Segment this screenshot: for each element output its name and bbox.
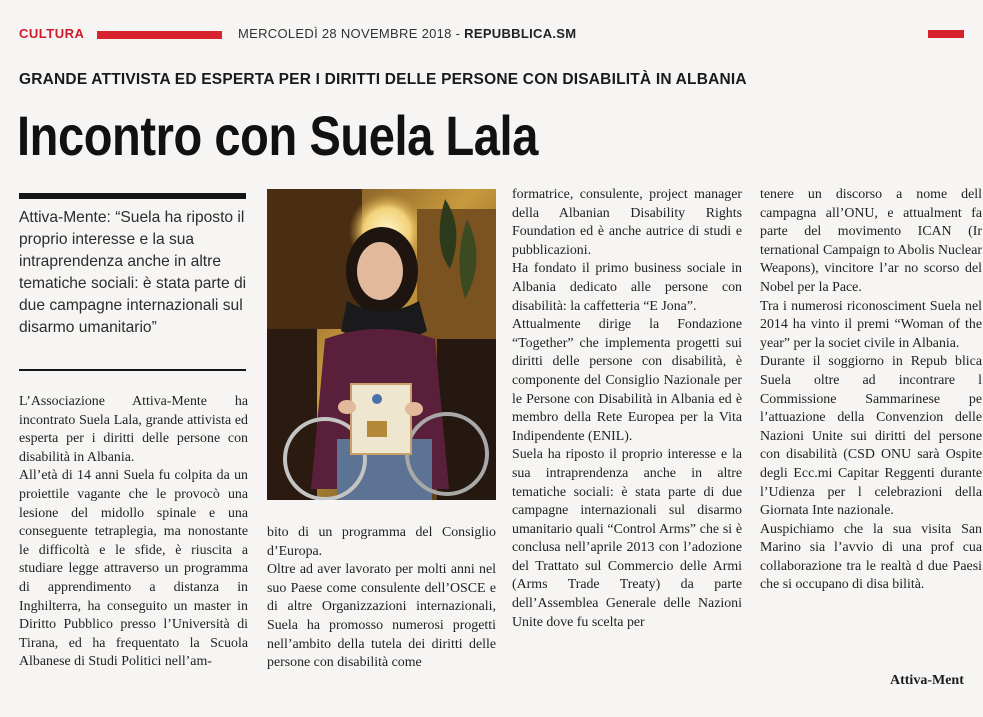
header-rule-right (928, 30, 964, 38)
paragraph: L’Associazione Attiva-Mente ha incontrato Suela Lala, grande attivista ed esperta per i diritti delle persone con disabilità in Albania. (19, 394, 248, 465)
article-column-3 (512, 186, 742, 632)
paragraph: Ha fondato il primo business sociale in Albania dedicato alle persone con disabilità: la caffetteria “E Jona”. (512, 261, 742, 314)
paragraph: Oltre ad aver lavorato per molti anni nel suo Paese come consulente dell’OSCE e di altre Organizzazioni internazionali, Suela ha promosso numerosi progetti nell’ambito della tutela dei diritti delle persone con disabilità come (267, 562, 496, 671)
paragraph: All’età di 14 anni Suela fu colpita da un proiettile vagante che le provocò una lesione del midollo spinale e una conseguente tetraplegia, ma nonostante le difficoltà e le sfide, è riuscita a studiare legge attraverso un programma di apprendimento a distanza in Inghilterra, ha conseguito un master in Diritto Pubblico presso l’Università di Tirana, ed ha frequentato la Scuola Albanese di Studi Politici nell’am- (19, 468, 248, 670)
article-kicker: GRANDE ATTIVISTA ED ESPERTA PER I DIRITTI DELLE PERSONE CON DISABILITÀ IN ALBANIA (19, 71, 747, 88)
article-headline: Incontro con Suela Lala (17, 104, 538, 167)
issue-dateline (238, 26, 576, 41)
pull-quote: Attiva-Mente: “Suela ha riposto il proprio interesse e la sua intraprendenza anche in altre tematiche sociali: è stata parte di due campagne internazionali sul disarmo umanitario” (19, 209, 247, 336)
paragraph: tenere un discorso a nome dell campagna all’ONU, e attualment fa parte del movimento ICAN (Ir ternational Campaign to Abolis Nuclear Weapons), vincitore l’ar no scorso del Nobel per la Pace. (760, 187, 982, 295)
header-rule-left (97, 31, 222, 39)
paragraph: Auspichiamo che la sua visita San Marino sia l’avvio di una prof cua collaborazione tra le realtà d due Paesi che si occupano di disa bilità. (760, 521, 982, 593)
article-signature: Attiva-Ment (890, 673, 964, 688)
publication-name: REPUBBLICA.SM (464, 26, 577, 41)
paragraph: Attualmente dirige la Fondazione “Together” che implementa progetti sui diritti delle persone con disabilità, è componente del Consiglio Nazionale per le Persone con Disabilità in Albania ed è membro della Rete Europea per la Vita Indipendente (ENIL). (512, 317, 742, 444)
pull-quote-rule-bottom (19, 369, 246, 371)
section-label: CULTURA (19, 26, 85, 41)
paragraph: Durante il soggiorno in Repub blica Suela oltre ad incontrare l Commissione Sammarinese pe l’attuazione della Convenzion delle Nazioni Unite sui diritti del persone con disabilità (CSD ONU sarà Ospite degli Ecc.mi Capitar Reggenti durante l’Udienza per l celebrazioni della Giornata Inte nazionale. (760, 354, 982, 519)
article-photo (267, 189, 496, 500)
paragraph: formatrice, consulente, project manager della Albanian Disability Rights Foundation ed è anche autrice di studi e pubblicazioni. (512, 187, 742, 258)
paragraph: Tra i numerosi riconosciment Suela nel 2014 ha vinto il premi “Woman of the year” per la societ civile in Albania. (760, 298, 982, 351)
article-column-4 (760, 186, 982, 656)
article-column-1 (19, 393, 248, 672)
article-column-2 (267, 524, 496, 673)
paragraph: Suela ha riposto il proprio interesse e la sua intraprendenza anche in altre tematiche sociali: è stata parte di due campagne internazionali sul disarmo umanitario quali “Control Arms” che si è conclusa nell’aprile 2013 con l’adozione del Trattato sul Commercio delle Armi (Arms Trade Treaty) da parte dell’Assemblea Generale delle Nazioni Unite dove fu scelta per (512, 447, 742, 630)
paragraph: bito di un programma del Consiglio d’Europa. (267, 525, 496, 559)
issue-date: MERCOLEDÌ 28 NOVEMBRE 2018 - (238, 26, 465, 41)
pull-quote-rule-top (19, 193, 246, 199)
portrait-photo-illustration (267, 189, 496, 500)
